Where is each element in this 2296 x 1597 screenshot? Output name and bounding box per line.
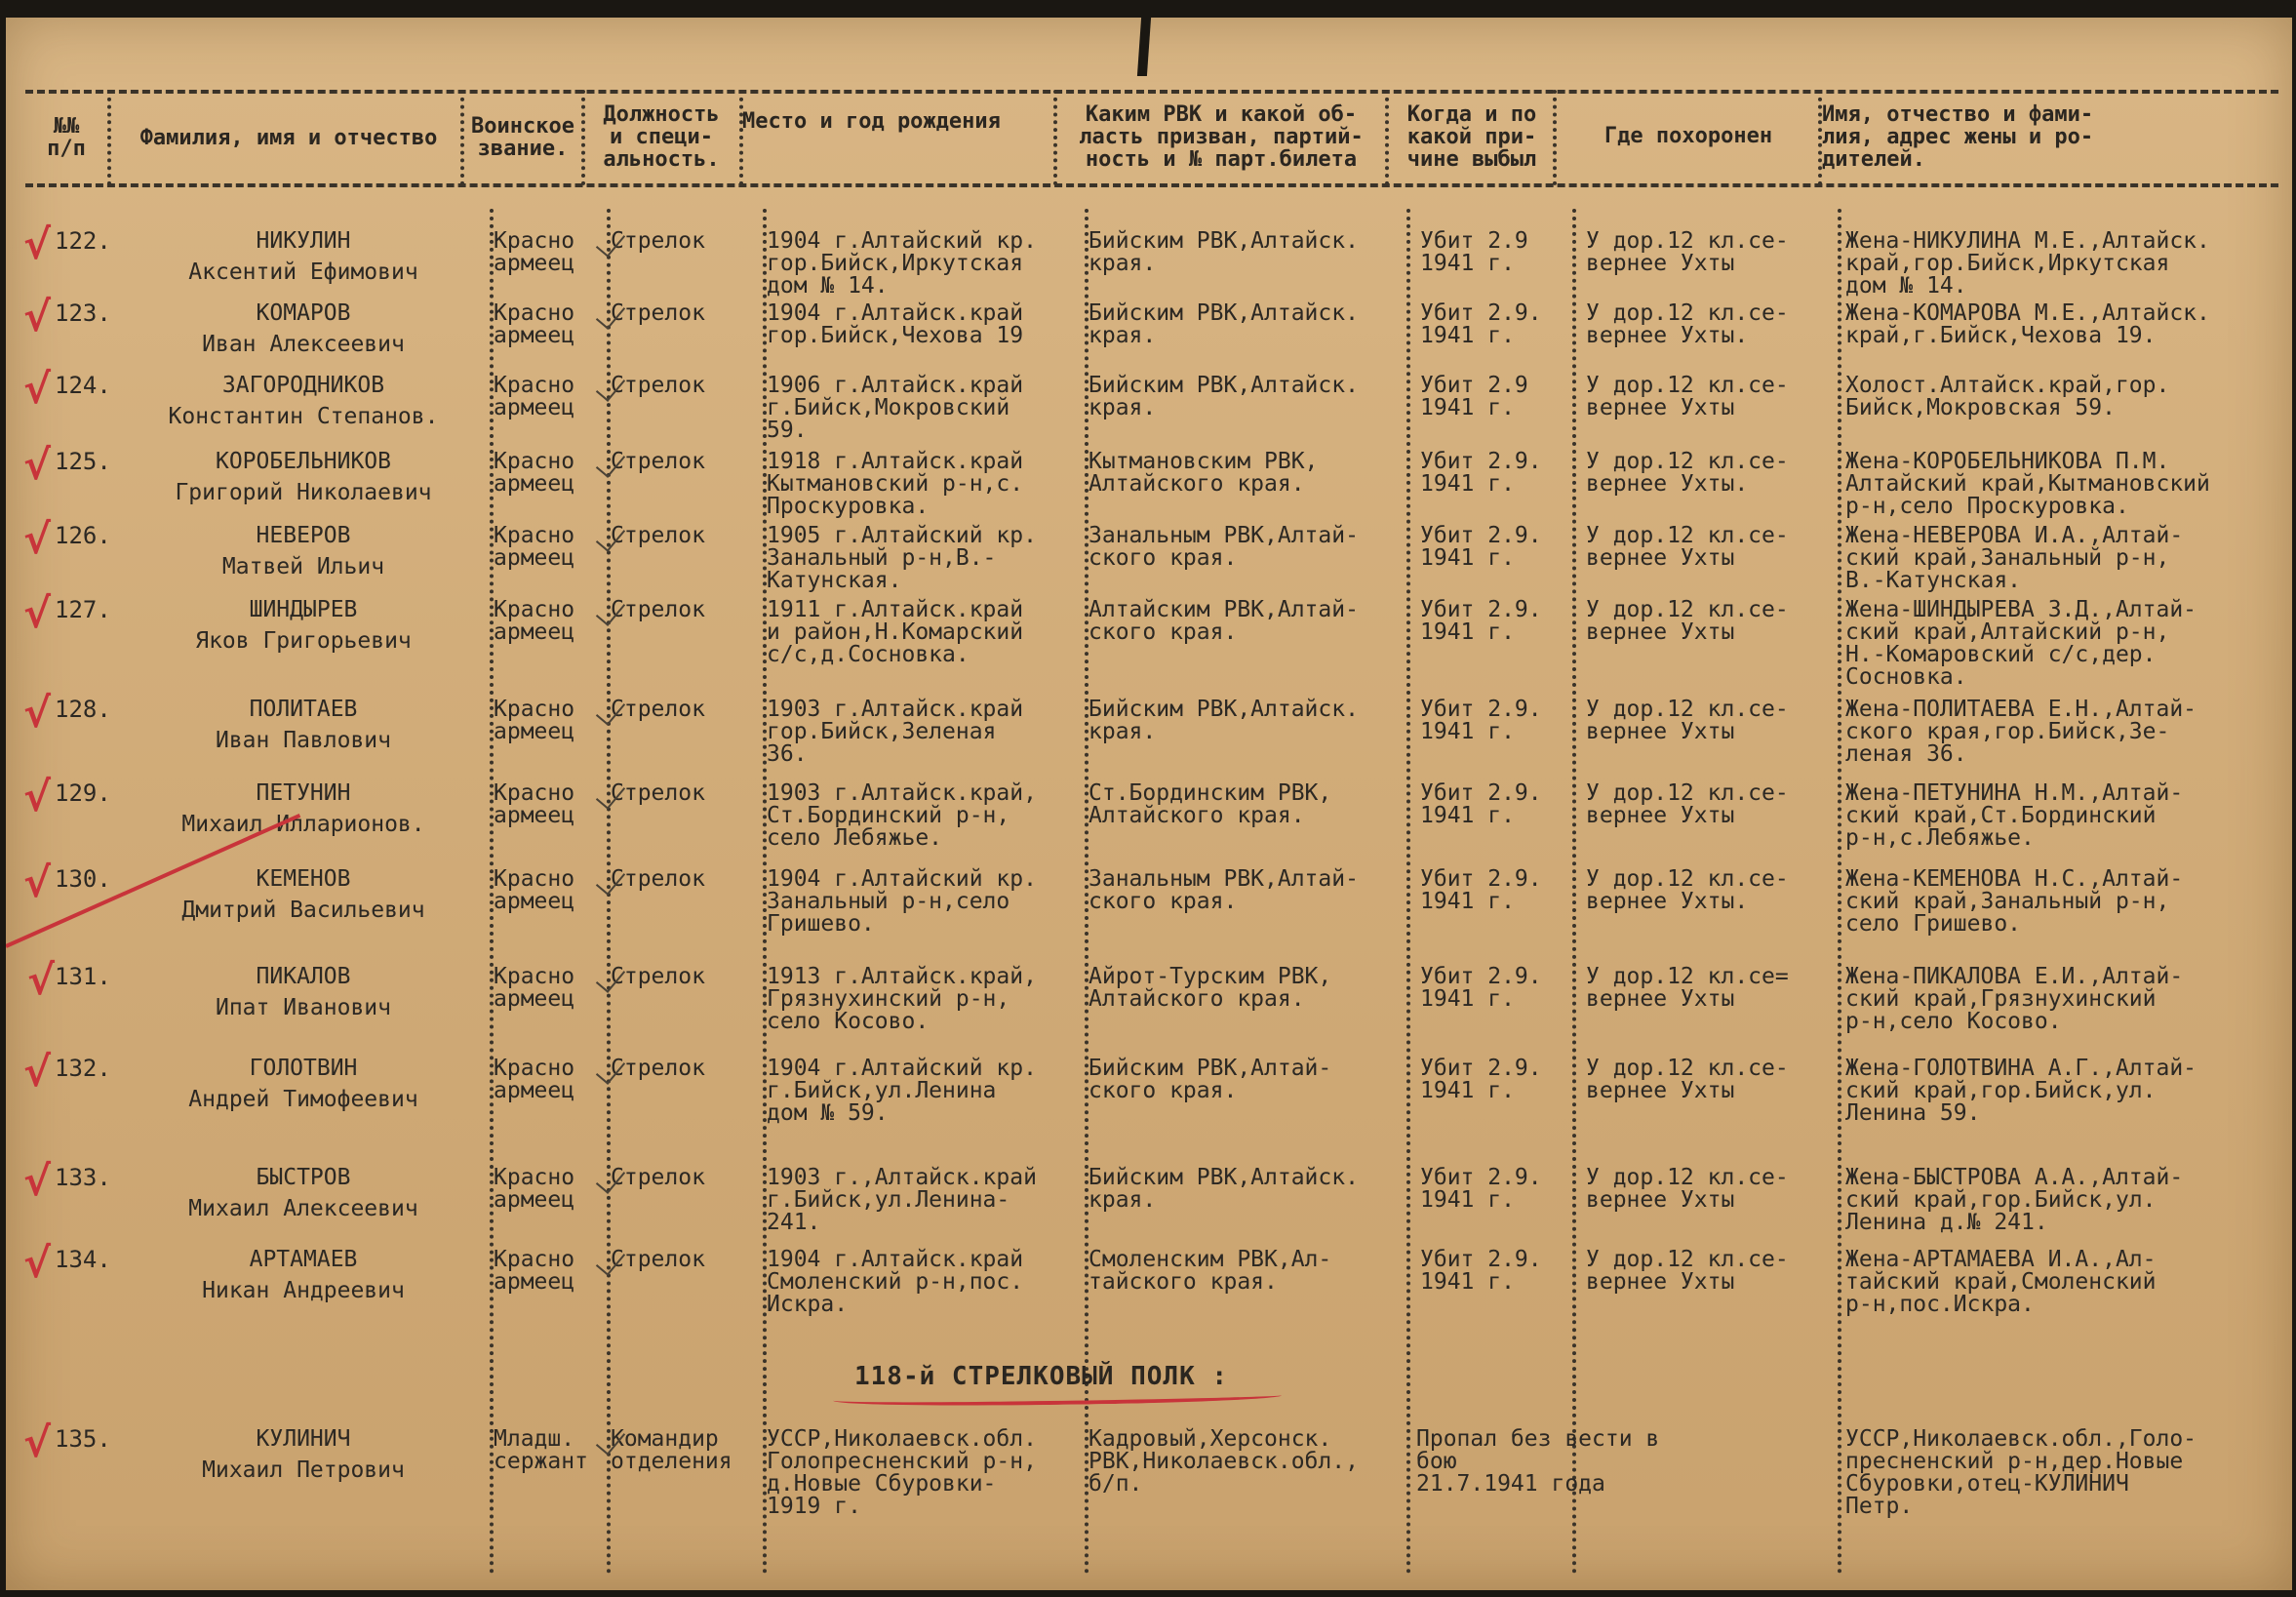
header-divider bbox=[460, 90, 464, 185]
cell-relatives: Жена-ШИНДЫРЕВА З.Д.,Алтай- ский край,Алтайский р-н, Н.-Комаровский с/с,дер. Сосновка. bbox=[1845, 597, 2197, 690]
surname: НИКУЛИН bbox=[256, 228, 351, 254]
cell-rvk: Айрот-Турским РВК, Алтайского края. bbox=[1089, 964, 1332, 1012]
cell-num: 130. bbox=[55, 865, 111, 893]
cell-birth: 1903 г.Алтайск.край, Ст.Бординский р-н, село Лебяжье. bbox=[767, 780, 1037, 851]
cell-position: Стрелок bbox=[611, 964, 705, 989]
cell-birth: 1904 г.Алтайский кр. гор.Бийск,Иркутская дом № 14. bbox=[767, 228, 1037, 299]
cell-death: Убит 2.9. 1941 г. bbox=[1420, 449, 1542, 497]
cell-death: Убит 2.9. 1941 г. bbox=[1420, 300, 1542, 348]
header-num: №№ п/п bbox=[47, 114, 86, 161]
surname: КУЛИНИЧ bbox=[256, 1426, 351, 1452]
cell-burial: У дор.12 кл.се- вернее Ухты bbox=[1586, 780, 1789, 828]
cell-burial: У дор.12 кл.се= вернее Ухты bbox=[1586, 964, 1789, 1012]
check-mark-icon: √ bbox=[23, 689, 52, 737]
cell-rvk: Кадровый,Херсонск. РВК,Николаевск.обл., б/п. bbox=[1089, 1426, 1359, 1497]
header-position: Должность и специ- альность. bbox=[603, 102, 720, 172]
surname: КОРОБЕЛЬНИКОВ bbox=[215, 449, 391, 474]
cell-relatives: Жена-КОРОБЕЛЬНИКОВА П.М. Алтайский край,Кытмановский р-н,село Проскуровка. bbox=[1845, 449, 2210, 519]
cell-position: Стрелок bbox=[611, 780, 705, 806]
surname: ШИНДЫРЕВ bbox=[249, 597, 358, 622]
paper-tear bbox=[1137, 18, 1151, 76]
cell-birth: 1913 г.Алтайск.край, Грязнухинский р-н, село Косово. bbox=[767, 964, 1037, 1034]
cell-num: 122. bbox=[55, 227, 111, 255]
given-name: Аксентий Ефимович bbox=[188, 260, 418, 285]
surname: ГОЛОТВИН bbox=[249, 1056, 358, 1081]
cell-death: Убит 2.9. 1941 г. bbox=[1420, 523, 1542, 571]
cell-position: Стрелок bbox=[611, 597, 705, 622]
cell-rvk: Смоленским РВК,Ал- тайского края. bbox=[1089, 1247, 1332, 1295]
surname: КЕМЕНОВ bbox=[256, 866, 351, 892]
cell-relatives: Жена-БЫСТРОВА А.А.,Алтай- ский край,гор.Бийск,ул. Ленина д.№ 241. bbox=[1845, 1165, 2184, 1235]
cell-relatives: Жена-НИКУЛИНА М.Е.,Алтайск. край,гор.Бийск,Иркутская дом № 14. bbox=[1845, 228, 2210, 299]
surname: КОМАРОВ bbox=[256, 300, 351, 326]
cell-burial: У дор.12 кл.се- вернее Ухты. bbox=[1586, 300, 1789, 348]
cell-num: 134. bbox=[55, 1246, 111, 1273]
cell-burial: У дор.12 кл.се- вернее Ухты bbox=[1586, 1056, 1789, 1103]
cell-position: Стрелок bbox=[611, 523, 705, 548]
cell-rank: Красно армеец bbox=[494, 697, 575, 744]
header-divider bbox=[107, 90, 111, 185]
surname: БЫСТРОВ bbox=[256, 1165, 351, 1190]
cell-position: Командир отделения bbox=[611, 1426, 732, 1474]
cell-burial: У дор.12 кл.се- вернее Ухты bbox=[1586, 1165, 1789, 1213]
header-name: Фамилия, имя и отчество bbox=[139, 126, 438, 150]
cell-birth: УССР,Николаевск.обл. Голопресненский р-н, д.Новые Сбуровки- 1919 г. bbox=[767, 1426, 1037, 1519]
given-name: Михаил Алексеевич bbox=[188, 1196, 418, 1221]
cell-death: Убит 2.9 1941 г. bbox=[1420, 228, 1528, 276]
cell-birth: 1918 г.Алтайск.край Кытмановский р-н,с. Проскуровка. bbox=[767, 449, 1024, 519]
cell-position: Стрелок bbox=[611, 373, 705, 398]
cell-position: Стрелок bbox=[611, 697, 705, 722]
given-name: Яков Григорьевич bbox=[195, 628, 412, 654]
surname: АРТАМАЕВ bbox=[249, 1247, 358, 1272]
cell-num: 133. bbox=[55, 1164, 111, 1191]
cell-relatives: Жена-ПИКАЛОВА Е.И.,Алтай- ский край,Грязнухинский р-н,село Косово. bbox=[1845, 964, 2184, 1034]
cell-num: 128. bbox=[55, 696, 111, 723]
check-mark-icon: √ bbox=[23, 1048, 52, 1096]
check-mark-icon: √ bbox=[23, 589, 52, 637]
cell-relatives: УССР,Николаевск.обл.,Голо- пресненский р-н,дер.Новые Сбуровки,отец-КУЛИНИЧ Петр. bbox=[1845, 1426, 2197, 1519]
cell-rvk: Бийским РВК,Алтайск. края. bbox=[1089, 697, 1359, 744]
cell-birth: 1904 г.Алтайск.край Смоленский р-н,пос. Искра. bbox=[767, 1247, 1024, 1317]
cell-burial: У дор.12 кл.се- вернее Ухты bbox=[1586, 373, 1789, 420]
header-relatives: Имя, отчество и фами- лия, адрес жены и ро- дителей. bbox=[1822, 102, 2094, 172]
header-rvk: Каким РВК и какой об- ласть призван, партий- ность и № парт.билета bbox=[1079, 102, 1364, 172]
cell-num: 132. bbox=[55, 1055, 111, 1082]
cell-rvk: Бийским РВК,Алтайск. края. bbox=[1089, 1165, 1359, 1213]
header-bottom-rule bbox=[25, 183, 2278, 187]
check-mark-icon: √ bbox=[23, 220, 52, 268]
surname: ЗАГОРОДНИКОВ bbox=[221, 373, 385, 398]
cell-birth: 1906 г.Алтайск.край г.Бийск,Мокровский 59. bbox=[767, 373, 1024, 443]
given-name: Иван Алексеевич bbox=[202, 332, 405, 357]
cell-burial: У дор.12 кл.се- вернее Ухты. bbox=[1586, 866, 1789, 914]
header-divider bbox=[581, 90, 585, 185]
cell-rank: Красно армеец bbox=[494, 964, 575, 1012]
cell-rvk: Кытмановским РВК, Алтайского края. bbox=[1089, 449, 1319, 497]
cell-burial: У дор.12 кл.се- вернее Ухты bbox=[1586, 697, 1789, 744]
cell-rvk: Бийским РВК,Алтайск. края. bbox=[1089, 228, 1359, 276]
given-name: Михаил Илларионов. bbox=[181, 812, 425, 837]
check-mark-icon: √ bbox=[23, 858, 52, 906]
cell-num: 135. bbox=[55, 1425, 111, 1453]
cell-birth: 1904 г.Алтайск.край гор.Бийск,Чехова 19 bbox=[767, 300, 1024, 348]
cell-death: Убит 2.9. 1941 г. bbox=[1420, 780, 1542, 828]
cell-position: Стрелок bbox=[611, 228, 705, 254]
cell-death: Убит 2.9. 1941 г. bbox=[1420, 866, 1542, 914]
cell-birth: 1911 г.Алтайск.край и район,Н.Комарский с/с,д.Сосновка. bbox=[767, 597, 1024, 667]
given-name: Ипат Иванович bbox=[215, 995, 391, 1020]
cell-relatives: Жена-АРТАМАЕВА И.А.,Ал- тайский край,Смоленский р-н,пос.Искра. bbox=[1845, 1247, 2157, 1317]
cell-position: Стрелок bbox=[611, 866, 705, 892]
cell-relatives: Жена-ГОЛОТВИНА А.Г.,Алтай- ский край,гор.Бийск,ул. Ленина 59. bbox=[1845, 1056, 2197, 1126]
cell-relatives: Жена-КЕМЕНОВА Н.С.,Алтай- ский край,Занальный р-н, село Гришево. bbox=[1845, 866, 2184, 937]
cell-death: Убит 2.9. 1941 г. bbox=[1420, 1165, 1542, 1213]
header-death: Когда и по какой при- чине выбыл bbox=[1406, 102, 1537, 172]
check-mark-icon: √ bbox=[23, 441, 52, 489]
header-birth: Место и год рождения bbox=[742, 109, 1001, 134]
cell-burial: У дор.12 кл.се- вернее Ухты bbox=[1586, 1247, 1789, 1295]
given-name: Никан Андреевич bbox=[202, 1278, 405, 1303]
cell-rank: Красно армеец bbox=[494, 866, 575, 914]
cell-rvk: Ст.Бординским РВК, Алтайского края. bbox=[1089, 780, 1332, 828]
cell-death: Пропал без вести в бою 21.7.1941 года bbox=[1416, 1426, 1660, 1497]
cell-rank: Красно армеец bbox=[494, 597, 575, 645]
surname: ПОЛИТАЕВ bbox=[249, 697, 358, 722]
cell-position: Стрелок bbox=[611, 449, 705, 474]
cell-position: Стрелок bbox=[611, 1165, 705, 1190]
cell-burial: У дор.12 кл.се- вернее Ухты bbox=[1586, 597, 1789, 645]
cell-num: 124. bbox=[55, 372, 111, 399]
header-top-rule bbox=[25, 90, 2278, 94]
check-mark-icon: √ bbox=[27, 956, 56, 1004]
cell-rank: Красно армеец bbox=[494, 523, 575, 571]
cell-birth: 1904 г.Алтайский кр. г.Бийск,ул.Ленина дом № 59. bbox=[767, 1056, 1037, 1126]
surname: НЕВЕРОВ bbox=[256, 523, 351, 548]
cell-burial: У дор.12 кл.се- вернее Ухты bbox=[1586, 523, 1789, 571]
given-name: Григорий Николаевич bbox=[175, 480, 432, 505]
cell-rvk: Алтайским РВК,Алтай- ского края. bbox=[1089, 597, 1359, 645]
cell-rank: Красно армеец bbox=[494, 228, 575, 276]
header-divider bbox=[1385, 90, 1389, 185]
cell-rank: Красно армеец bbox=[494, 780, 575, 828]
given-name: Михаил Петрович bbox=[202, 1457, 405, 1483]
check-mark-icon: √ bbox=[23, 1418, 52, 1466]
cell-num: 126. bbox=[55, 522, 111, 549]
cell-rvk: Бийским РВК,Алтайск. края. bbox=[1089, 300, 1359, 348]
check-mark-icon: √ bbox=[23, 1157, 52, 1205]
given-name: Дмитрий Васильевич bbox=[181, 898, 425, 923]
cell-num: 123. bbox=[55, 299, 111, 327]
cell-death: Убит 2.9. 1941 г. bbox=[1420, 597, 1542, 645]
cell-rvk: Занальным РВК,Алтай- ского края. bbox=[1089, 866, 1359, 914]
cell-num: 127. bbox=[55, 596, 111, 623]
given-name: Андрей Тимофеевич bbox=[188, 1087, 418, 1112]
cell-rank: Красно армеец bbox=[494, 1165, 575, 1213]
cell-num: 129. bbox=[55, 779, 111, 807]
cell-death: Убит 2.9. 1941 г. bbox=[1420, 1056, 1542, 1103]
cell-birth: 1903 г.Алтайск.край гор.Бийск,Зеленая 36. bbox=[767, 697, 1024, 767]
header-divider bbox=[1818, 90, 1822, 185]
cell-death: Убит 2.9 1941 г. bbox=[1420, 373, 1528, 420]
document-sheet bbox=[6, 18, 2292, 1590]
cell-birth: 1905 г.Алтайский кр. Занальный р-н,В.- Катунская. bbox=[767, 523, 1037, 593]
cell-relatives: Жена-НЕВЕРОВА И.А.,Алтай- ский край,Занальный р-н, В.-Катунская. bbox=[1845, 523, 2184, 593]
header-divider bbox=[739, 90, 743, 185]
cell-death: Убит 2.9. 1941 г. bbox=[1420, 1247, 1542, 1295]
surname: ПЕТУНИН bbox=[256, 780, 351, 806]
given-name: Иван Павлович bbox=[215, 728, 391, 753]
cell-rank: Красно армеец bbox=[494, 300, 575, 348]
cell-num: 131. bbox=[55, 963, 111, 990]
cell-rvk: Бийским РВК,Алтай- ского края. bbox=[1089, 1056, 1332, 1103]
check-mark-icon: √ bbox=[23, 515, 52, 563]
cell-relatives: Холост.Алтайск.край,гор. Бийск,Мокровская 59. bbox=[1845, 373, 2170, 420]
cell-relatives: Жена-ПЕТУНИНА Н.М.,Алтай- ский край,Ст.Бординский р-н,с.Лебяжье. bbox=[1845, 780, 2184, 851]
cell-rank: Младш. сержант bbox=[494, 1426, 588, 1474]
check-mark-icon: √ bbox=[23, 365, 52, 413]
cell-rank: Красно армеец bbox=[494, 1247, 575, 1295]
cell-relatives: Жена-КОМАРОВА М.Е.,Алтайск. край,г.Бийск,Чехова 19. bbox=[1845, 300, 2210, 348]
cell-position: Стрелок bbox=[611, 300, 705, 326]
check-mark-icon: √ bbox=[23, 1239, 52, 1287]
cell-birth: 1903 г.,Алтайск.край г.Бийск,ул.Ленина- 241. bbox=[767, 1165, 1037, 1235]
cell-burial: У дор.12 кл.се- вернее Ухты bbox=[1586, 228, 1789, 276]
check-mark-icon: √ bbox=[23, 773, 52, 820]
check-mark-icon: √ bbox=[23, 293, 52, 340]
header-divider bbox=[1553, 90, 1557, 185]
cell-position: Стрелок bbox=[611, 1247, 705, 1272]
header-rank: Воинское звание. bbox=[471, 114, 574, 161]
given-name: Матвей Ильич bbox=[221, 554, 385, 579]
cell-position: Стрелок bbox=[611, 1056, 705, 1081]
cell-burial: У дор.12 кл.се- вернее Ухты. bbox=[1586, 449, 1789, 497]
cell-birth: 1904 г.Алтайский кр. Занальный р-н,село Гришево. bbox=[767, 866, 1037, 937]
surname: ПИКАЛОВ bbox=[256, 964, 351, 989]
cell-rank: Красно армеец bbox=[494, 1056, 575, 1103]
cell-rvk: Бийским РВК,Алтайск. края. bbox=[1089, 373, 1359, 420]
cell-relatives: Жена-ПОЛИТАЕВА Е.Н.,Алтай- ского края,гор.Бийск,Зе- леная 36. bbox=[1845, 697, 2197, 767]
cell-num: 125. bbox=[55, 448, 111, 475]
header-burial: Где похоронен bbox=[1603, 124, 1773, 148]
cell-death: Убит 2.9. 1941 г. bbox=[1420, 697, 1542, 744]
header-divider bbox=[1053, 90, 1057, 185]
cell-death: Убит 2.9. 1941 г. bbox=[1420, 964, 1542, 1012]
given-name: Константин Степанов. bbox=[168, 404, 439, 429]
cell-rvk: Занальным РВК,Алтай- ского края. bbox=[1089, 523, 1359, 571]
cell-rank: Красно армеец bbox=[494, 373, 575, 420]
regiment-heading: 118-й СТРЕЛКОВЫЙ ПОЛК : bbox=[854, 1362, 1229, 1391]
cell-rank: Красно армеец bbox=[494, 449, 575, 497]
